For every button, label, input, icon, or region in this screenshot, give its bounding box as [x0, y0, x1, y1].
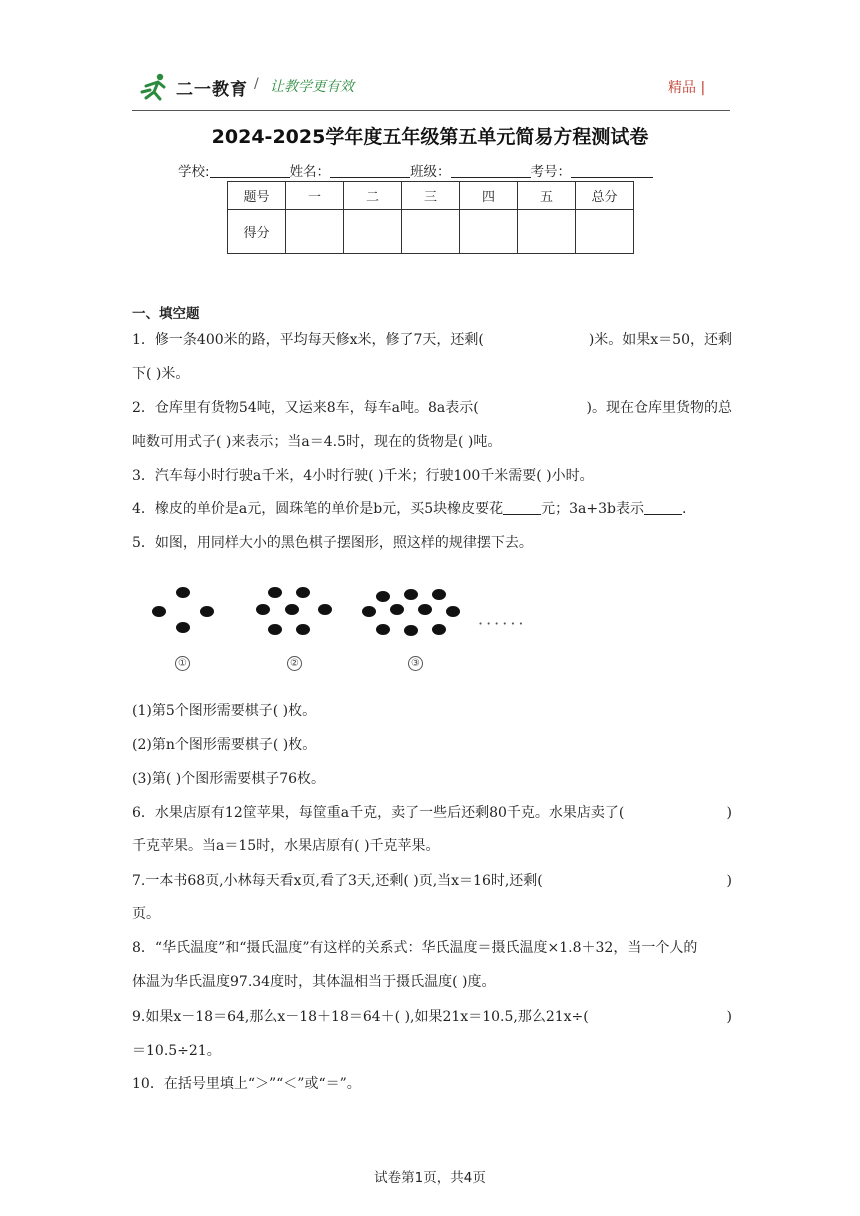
dot [176, 587, 190, 598]
dot [152, 606, 166, 617]
question-6-line1 [132, 803, 732, 823]
table-header: 三 [402, 182, 460, 210]
question-text: )。现在仓库里货物的总 [586, 400, 732, 416]
dot [268, 624, 282, 635]
question-text: 元；3a+3b表示 [541, 501, 644, 517]
premium-badge[interactable]: 精品 | [668, 80, 706, 96]
table-header: 五 [518, 182, 576, 210]
dot [390, 604, 404, 615]
brand-name: 二一教育 [176, 79, 248, 100]
name-field[interactable] [330, 163, 410, 178]
table-header: 四 [460, 182, 518, 210]
score-row-label: 得分 [228, 210, 286, 254]
dot [296, 587, 310, 598]
question-7-line1 [132, 871, 732, 891]
school-field[interactable] [210, 163, 290, 178]
question-text: 7.一本书68页,小林每天看x页,看了3天,还剩( )页,当x＝16时,还剩( [132, 873, 543, 889]
dot [418, 604, 432, 615]
dot [362, 606, 376, 617]
score-cell[interactable] [286, 210, 344, 254]
class-field[interactable] [451, 163, 531, 178]
question-5-part2: (2)第n个图形需要棋子( )枚。 [132, 737, 317, 753]
class-label: 班级： [410, 164, 451, 180]
dot [285, 604, 299, 615]
question-5-part1: (1)第5个图形需要棋子( )枚。 [132, 703, 317, 719]
answer-blank[interactable] [503, 501, 541, 515]
question-text: )米。如果x＝50，还剩 [588, 332, 732, 348]
school-label: 学校: [178, 164, 210, 180]
question-2-line1 [132, 398, 732, 418]
page-footer: 试卷第1页，共4页 [374, 1170, 486, 1186]
score-table [227, 181, 634, 254]
student-info-line [178, 160, 653, 180]
brand-slogan: 让教学更有效 [270, 79, 354, 95]
name-label: 姓名： [289, 164, 331, 180]
question-1-line1 [132, 330, 732, 350]
question-text: ) [726, 1009, 732, 1025]
dot [432, 589, 446, 600]
score-cell[interactable] [518, 210, 576, 254]
question-9-line2: ＝10.5÷21。 [132, 1043, 221, 1059]
dot [200, 606, 214, 617]
score-cell[interactable] [402, 210, 460, 254]
question-5-part3: (3)第( )个图形需要棋子76枚。 [132, 771, 326, 787]
dot [404, 625, 418, 636]
dot [256, 604, 270, 615]
exam-number-label: 考号： [530, 164, 572, 180]
dot [376, 591, 390, 602]
table-header: 一 [286, 182, 344, 210]
question-5: 5．如图，用同样大小的黑色棋子摆图形，照这样的规律摆下去。 [132, 535, 533, 551]
figure-label: ② [287, 656, 302, 671]
question-6-line2: 千克苹果。当a＝15时，水果店原有( )千克苹果。 [132, 838, 440, 854]
figure-label: ③ [408, 656, 423, 671]
dot [296, 624, 310, 635]
exam-number-field[interactable] [571, 163, 653, 178]
question-9-line1 [132, 1007, 732, 1027]
question-7-line2: 页。 [132, 906, 160, 922]
runner-logo-icon [138, 72, 172, 102]
dot [376, 624, 390, 635]
dot [318, 604, 332, 615]
question-text: 2．仓库里有货物54吨，又运来8车，每车a吨。8a表示( [132, 400, 479, 416]
score-cell[interactable] [460, 210, 518, 254]
question-text: ) [726, 873, 732, 889]
question-10: 10．在括号里填上“＞”“＜”或“＝”。 [132, 1076, 361, 1092]
question-3: 3．汽车每小时行驶a千米，4小时行驶( )千米；行驶100千米需要( )小时。 [132, 468, 594, 484]
page-title: 2024-2025学年度五年级第五单元简易方程测试卷 [211, 126, 649, 148]
dot [446, 606, 460, 617]
score-cell[interactable] [344, 210, 402, 254]
table-header: 总分 [576, 182, 634, 210]
question-8-line1: 8．“华氏温度”和“摄氏温度”有这样的关系式：华氏温度＝摄氏温度×1.8＋32，当一个人的 [132, 940, 698, 956]
answer-blank[interactable] [644, 501, 682, 515]
header-divider [132, 110, 730, 111]
dot [432, 624, 446, 635]
header-separator: / [254, 76, 259, 92]
dot [176, 622, 190, 633]
figure-label: ① [175, 656, 190, 671]
table-header: 题号 [228, 182, 286, 210]
table-header: 二 [344, 182, 402, 210]
question-text: 9.如果x－18＝64,那么x－18＋18＝64＋( ),如果21x＝10.5,那么21x÷( [132, 1009, 589, 1025]
section-heading: 一、填空题 [132, 306, 200, 322]
question-4 [132, 499, 732, 519]
question-8-line2: 体温为华氏温度97.34度时，其体温相当于摄氏温度( )度。 [132, 974, 496, 990]
question-1-line2: 下( )米。 [132, 366, 190, 382]
question-text: . [681, 501, 687, 517]
ellipsis: ······ [478, 614, 527, 633]
dot [268, 587, 282, 598]
question-text: 4．橡皮的单价是a元，圆珠笔的单价是b元，买5块橡皮要花 [132, 501, 504, 517]
score-cell[interactable] [576, 210, 634, 254]
question-text: 1．修一条400米的路，平均每天修x米，修了7天，还剩( [132, 332, 484, 348]
brand-logo [138, 70, 248, 104]
question-text: ) [726, 805, 732, 821]
dot [404, 589, 418, 600]
question-2-line2: 吨数可用式子( )来表示；当a＝4.5时，现在的货物是( )吨。 [132, 434, 502, 450]
question-text: 6．水果店原有12筐苹果，每筐重a千克，卖了一些后还剩80千克。水果店卖了( [132, 805, 625, 821]
